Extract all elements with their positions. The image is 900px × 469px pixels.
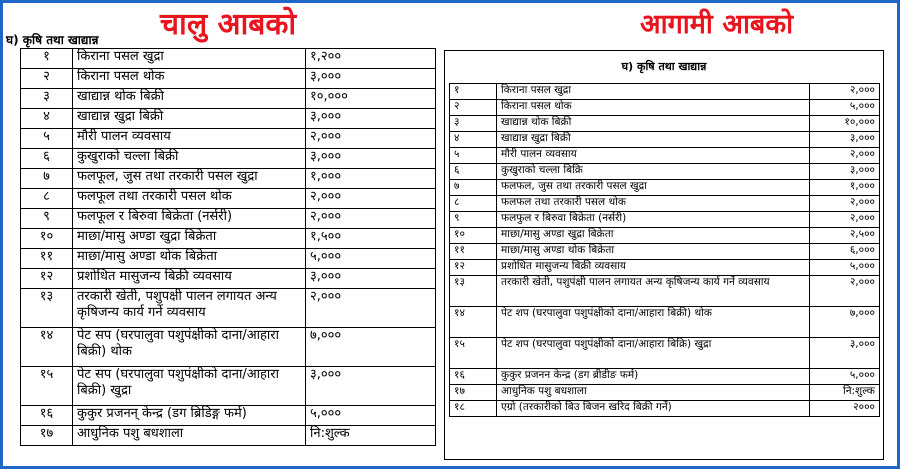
amount-cell: ५,०००	[810, 369, 880, 385]
item-name-cell: किराना पसल थोक	[73, 69, 306, 89]
serial-number-cell: १४	[450, 307, 497, 338]
serial-number-cell: ९	[450, 212, 497, 228]
serial-number-cell: ७	[450, 180, 497, 196]
serial-number-cell: ३	[21, 89, 73, 109]
amount-cell: ६,०००	[810, 244, 880, 260]
table-row	[21, 406, 436, 426]
amount-cell: ५,०००	[810, 100, 880, 116]
item-name-cell: माछा/मासु अण्डा खुद्रा बिक्रेता	[497, 228, 810, 244]
table-row	[21, 249, 436, 269]
amount-cell: ७,०००	[306, 328, 436, 367]
table-row	[450, 180, 880, 196]
serial-number-cell: ६	[21, 149, 73, 169]
current-year-heading: चालु आबको	[160, 7, 297, 42]
serial-number-cell: ९	[21, 209, 73, 229]
current-year-table	[20, 48, 436, 446]
serial-number-cell: २	[450, 100, 497, 116]
serial-number-cell: १८	[450, 401, 497, 417]
item-name-cell: मौरी पालन व्यवसाय	[497, 148, 810, 164]
amount-cell: ३,०००	[306, 269, 436, 289]
table-row	[21, 169, 436, 189]
table-row	[450, 148, 880, 164]
amount-cell: ५,०००	[810, 260, 880, 276]
right-section-title: घ) कृषि तथा खाद्यान्न	[621, 60, 707, 73]
serial-number-cell: ११	[21, 249, 73, 269]
amount-cell: ३,०००	[306, 149, 436, 169]
table-row	[450, 164, 880, 180]
table-row	[450, 338, 880, 369]
serial-number-cell: १३	[21, 289, 73, 328]
amount-cell: ५,०००	[306, 406, 436, 426]
table-row	[21, 69, 436, 89]
item-name-cell: प्रशोधित मासुजन्य बिक्री व्यवसाय	[73, 269, 306, 289]
table-row	[450, 369, 880, 385]
table-row	[21, 367, 436, 406]
serial-number-cell: १३	[450, 276, 497, 307]
amount-cell: ५,०००	[306, 249, 436, 269]
amount-cell: १०,०००	[306, 89, 436, 109]
amount-cell: २,०००	[810, 84, 880, 100]
item-name-cell: कुखुराको चल्ला बिक्री	[73, 149, 306, 169]
serial-number-cell: १६	[450, 369, 497, 385]
table-row	[21, 189, 436, 209]
serial-number-cell: ३	[450, 116, 497, 132]
item-name-cell: फलफूल र बिरुवा बिक्रेता (नर्सरी)	[73, 209, 306, 229]
amount-cell: २,०००	[306, 189, 436, 209]
table-row	[21, 328, 436, 367]
amount-cell: २,०००	[810, 276, 880, 307]
serial-number-cell: ४	[450, 132, 497, 148]
item-name-cell: मौरी पालन व्यवसाय	[73, 129, 306, 149]
serial-number-cell: ४	[21, 109, 73, 129]
serial-number-cell: १४	[21, 328, 73, 367]
amount-cell: ३,०००	[306, 367, 436, 406]
item-name-cell: फलफूल तथा तरकारी पसल थोक	[73, 189, 306, 209]
table-row	[450, 276, 880, 307]
item-name-cell: पेट शप (घरपालुवा पशुपंक्षीको दाना/आहारा बिक्रि) खुद्रा	[497, 338, 810, 369]
amount-cell: १०,०००	[810, 116, 880, 132]
next-year-table	[449, 83, 880, 417]
table-row	[21, 289, 436, 328]
table-row	[450, 260, 880, 276]
item-name-cell: आधुनिक पशु बधशाला	[497, 385, 810, 401]
table-row	[21, 49, 436, 69]
table-row	[450, 132, 880, 148]
serial-number-cell: १७	[450, 385, 497, 401]
item-name-cell: प्रशोधित मासुजन्य बिक्री व्यवसाय	[497, 260, 810, 276]
item-name-cell: तरकारी खेती, पशुपंक्षी पालन लगायत अन्य कृषिजन्य कार्य गर्ने व्यवसाय	[497, 276, 810, 307]
next-year-heading: आगामी आबको	[640, 9, 794, 40]
item-name-cell: कुखुराको चल्ला बिक्रि	[497, 164, 810, 180]
item-name-cell: तरकारी खेती, पशुपक्षी पालन लगायत अन्य कृषिजन्य कार्य गर्ने व्यवसाय	[73, 289, 306, 328]
table-row	[450, 307, 880, 338]
item-name-cell: कुकुर प्रजनन् केन्द्र (डग ब्रिडिङ्ग फर्म)	[73, 406, 306, 426]
table-row	[21, 426, 436, 446]
item-name-cell: किराना पसल थोक	[497, 100, 810, 116]
table-row	[450, 116, 880, 132]
item-name-cell: कुकुर प्रजनन केन्द्र (डग ब्रीडीङ फर्म)	[497, 369, 810, 385]
table-row	[450, 401, 880, 417]
item-name-cell: खाद्यान्न खुद्रा बिक्री	[73, 109, 306, 129]
serial-number-cell: ६	[450, 164, 497, 180]
table-row	[450, 212, 880, 228]
table-row	[21, 149, 436, 169]
serial-number-cell: १०	[450, 228, 497, 244]
serial-number-cell: १	[21, 49, 73, 69]
amount-cell: नि:शुल्क	[306, 426, 436, 446]
item-name-cell: पेट शप (घरपालुवा पशुपंक्षीको दाना/आहारा बिक्री) थोक	[497, 307, 810, 338]
left-section-title: घ) कृषि तथा खाद्यान्न	[6, 33, 99, 47]
serial-number-cell: ८	[21, 189, 73, 209]
item-name-cell: फलफल तथा तरकारी पसल थोक	[497, 196, 810, 212]
amount-cell: ३,०००	[810, 338, 880, 369]
amount-cell: १,०००	[306, 169, 436, 189]
amount-cell: २,०००	[810, 212, 880, 228]
serial-number-cell: १६	[21, 406, 73, 426]
amount-cell: ७,०००	[810, 307, 880, 338]
table-row	[450, 385, 880, 401]
item-name-cell: माछा/मासु अण्डा खुद्रा बिक्रेता	[73, 229, 306, 249]
table-row	[21, 229, 436, 249]
item-name-cell: पेट सप (घरपालुवा पशुपंक्षीको दाना/आहारा बिक्री) खुद्रा	[73, 367, 306, 406]
serial-number-cell: ११	[450, 244, 497, 260]
amount-cell: १,०००	[810, 180, 880, 196]
amount-cell: २,०००	[810, 148, 880, 164]
table-row	[21, 209, 436, 229]
amount-cell: ३,०००	[306, 69, 436, 89]
amount-cell: २०००	[810, 401, 880, 417]
amount-cell: २,५००	[810, 228, 880, 244]
table-row	[21, 89, 436, 109]
amount-cell: २,०००	[306, 289, 436, 328]
item-name-cell: पेट सप (घरपालुवा पशुपंक्षीको दाना/आहारा बिक्री) थोक	[73, 328, 306, 367]
table-row	[21, 269, 436, 289]
amount-cell: १,५००	[306, 229, 436, 249]
item-name-cell: एग्रो (तरकारीको बिउ बिजन खरिद बिक्री गर्ने)	[497, 401, 810, 417]
serial-number-cell: १५	[450, 338, 497, 369]
table-row	[21, 109, 436, 129]
table-row	[450, 84, 880, 100]
item-name-cell: खाद्यान्न थोक बिक्री	[73, 89, 306, 109]
item-name-cell: माछा/मासु अण्डा थोक बिक्रेता	[497, 244, 810, 260]
table-row	[450, 196, 880, 212]
amount-cell: २,०००	[306, 129, 436, 149]
table-row	[21, 129, 436, 149]
amount-cell: ३,०००	[810, 132, 880, 148]
table-row	[450, 244, 880, 260]
amount-cell: २,०००	[306, 209, 436, 229]
amount-cell: १,२००	[306, 49, 436, 69]
amount-cell: नि:शुल्क	[810, 385, 880, 401]
item-name-cell: फलफल, जुस तथा तरकारी पसल खुद्रा	[497, 180, 810, 196]
item-name-cell: खाद्यान्न खुद्रा बिक्री	[497, 132, 810, 148]
item-name-cell: फलफूल, जुस तथा तरकारी पसल खुद्रा	[73, 169, 306, 189]
serial-number-cell: १०	[21, 229, 73, 249]
table-row	[450, 228, 880, 244]
item-name-cell: आधुनिक पशु बधशाला	[73, 426, 306, 446]
item-name-cell: माछा/मासु अण्डा थोक बिक्रेता	[73, 249, 306, 269]
amount-cell: ३,०००	[810, 164, 880, 180]
serial-number-cell: १५	[21, 367, 73, 406]
serial-number-cell: २	[21, 69, 73, 89]
item-name-cell: खाद्यान्न थोक बिक्री	[497, 116, 810, 132]
serial-number-cell: १७	[21, 426, 73, 446]
item-name-cell: किराना पसल खुद्रा	[73, 49, 306, 69]
item-name-cell: फलफुल र बिरुवा बिक्रेता (नर्सरी)	[497, 212, 810, 228]
serial-number-cell: १२	[21, 269, 73, 289]
serial-number-cell: १	[450, 84, 497, 100]
serial-number-cell: ५	[21, 129, 73, 149]
table-row	[450, 100, 880, 116]
amount-cell: २,०००	[810, 196, 880, 212]
serial-number-cell: १२	[450, 260, 497, 276]
next-year-panel	[444, 50, 884, 460]
amount-cell: ३,०००	[306, 109, 436, 129]
serial-number-cell: ५	[450, 148, 497, 164]
serial-number-cell: ७	[21, 169, 73, 189]
serial-number-cell: ८	[450, 196, 497, 212]
item-name-cell: किराना पसल खुद्रा	[497, 84, 810, 100]
